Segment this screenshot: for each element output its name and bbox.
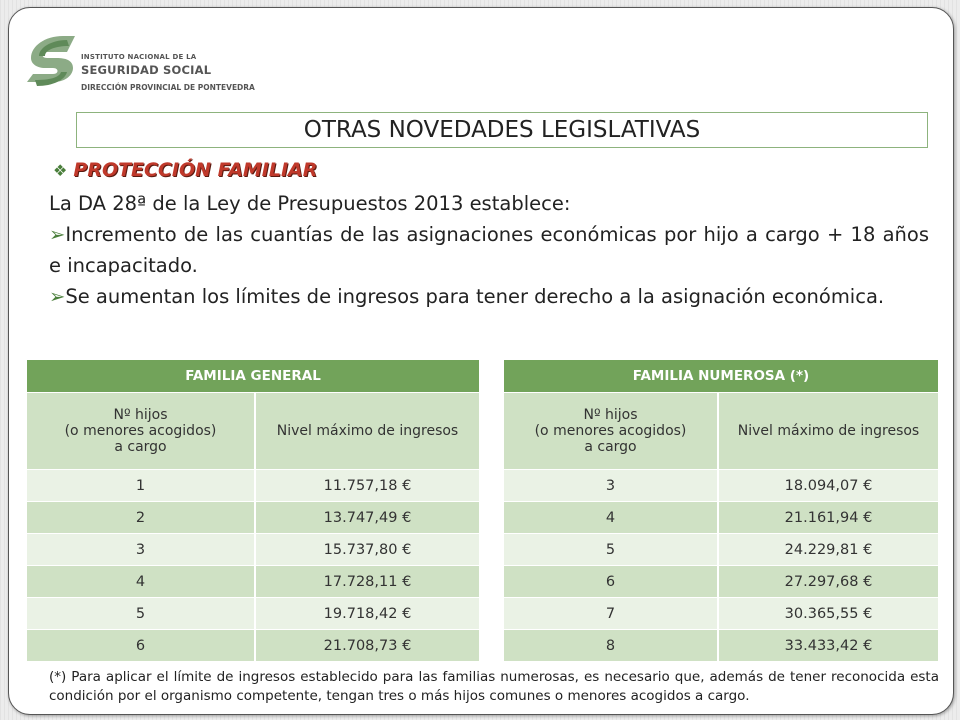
table-familia-numerosa [504, 360, 938, 661]
cell-ingresos: 21.708,73 € [255, 630, 479, 662]
table-familia-general [27, 360, 479, 661]
cell-ingresos: 27.297,68 € [718, 566, 938, 598]
logo-line-3: DIRECCIÓN PROVINCIAL DE PONTEVEDRA [81, 83, 255, 92]
cell-ingresos: 21.161,94 € [718, 502, 938, 534]
table-row [504, 470, 938, 502]
cell-ingresos: 33.433,42 € [718, 630, 938, 662]
cell-ingresos: 18.094,07 € [718, 470, 938, 502]
footnote: (*) Para aplicar el límite de ingresos establecido para las familias numerosas, es necesario que, además de tener reconocida esta condición por el organismo competente, tengan tres o más hijos comunes o menores acogidos a cargo. [49, 669, 939, 704]
cell-ingresos: 11.757,18 € [255, 470, 479, 502]
column-header-ingresos: Nivel máximo de ingresos [718, 393, 938, 470]
cell-hijos: 4 [504, 502, 718, 534]
table-row [27, 566, 479, 598]
cell-hijos: 6 [27, 630, 255, 662]
column-header-hijos [504, 393, 718, 470]
intro-text: La DA 28ª de la Ley de Presupuestos 2013 establece: [49, 192, 571, 215]
cell-ingresos: 30.365,55 € [718, 598, 938, 630]
table-title: FAMILIA GENERAL [27, 360, 479, 393]
table-row [504, 566, 938, 598]
header-line: a cargo [584, 439, 637, 455]
header-line: a cargo [114, 439, 167, 455]
cell-hijos: 7 [504, 598, 718, 630]
cell-hijos: 8 [504, 630, 718, 662]
header-line: (o menores acogidos) [64, 423, 217, 439]
logo-text [81, 53, 255, 92]
cell-ingresos: 24.229,81 € [718, 534, 938, 566]
table-row [27, 534, 479, 566]
cell-ingresos: 13.747,49 € [255, 502, 479, 534]
seguridad-social-logo-icon [23, 30, 79, 90]
cell-hijos: 1 [27, 470, 255, 502]
point-1-text: Incremento de las cuantías de las asignaciones económicas por hijo a cargo + 18 años e incapacitado. [49, 223, 929, 277]
cell-hijos: 4 [27, 566, 255, 598]
table-row [27, 630, 479, 662]
header-line: Nº hijos [113, 407, 168, 423]
body-text [49, 188, 929, 312]
arrow-bullet-icon: ➢ [49, 285, 66, 308]
table-row [27, 502, 479, 534]
section-heading-line [53, 157, 317, 184]
logo-line-1: INSTITUTO NACIONAL DE LA [81, 53, 197, 61]
cell-hijos: 5 [504, 534, 718, 566]
point-1 [49, 219, 929, 281]
cell-ingresos: 19.718,42 € [255, 598, 479, 630]
cell-hijos: 3 [504, 470, 718, 502]
table-row [27, 470, 479, 502]
cell-ingresos: 17.728,11 € [255, 566, 479, 598]
cell-hijos: 2 [27, 502, 255, 534]
table-row [504, 502, 938, 534]
table-row [504, 630, 938, 662]
table-title: FAMILIA NUMEROSA (*) [504, 360, 938, 393]
cell-hijos: 3 [27, 534, 255, 566]
section-heading: PROTECCIÓN FAMILIAR [73, 159, 318, 181]
cell-ingresos: 15.737,80 € [255, 534, 479, 566]
column-header-hijos [27, 393, 255, 470]
slide [8, 7, 954, 715]
point-2 [49, 281, 929, 312]
header-line: Nº hijos [583, 407, 638, 423]
logo-line-2: SEGURIDAD SOCIAL [81, 63, 212, 77]
table-row [504, 534, 938, 566]
page-title: OTRAS NOVEDADES LEGISLATIVAS [76, 112, 928, 148]
cell-hijos: 6 [504, 566, 718, 598]
table-row [504, 598, 938, 630]
point-2-text: Se aumentan los límites de ingresos para tener derecho a la asignación económica. [65, 285, 885, 308]
table-row [27, 598, 479, 630]
column-header-ingresos: Nivel máximo de ingresos [255, 393, 479, 470]
arrow-bullet-icon: ➢ [49, 223, 66, 246]
diamond-bullet-icon: ❖ [53, 161, 68, 180]
cell-hijos: 5 [27, 598, 255, 630]
header-line: (o menores acogidos) [534, 423, 687, 439]
